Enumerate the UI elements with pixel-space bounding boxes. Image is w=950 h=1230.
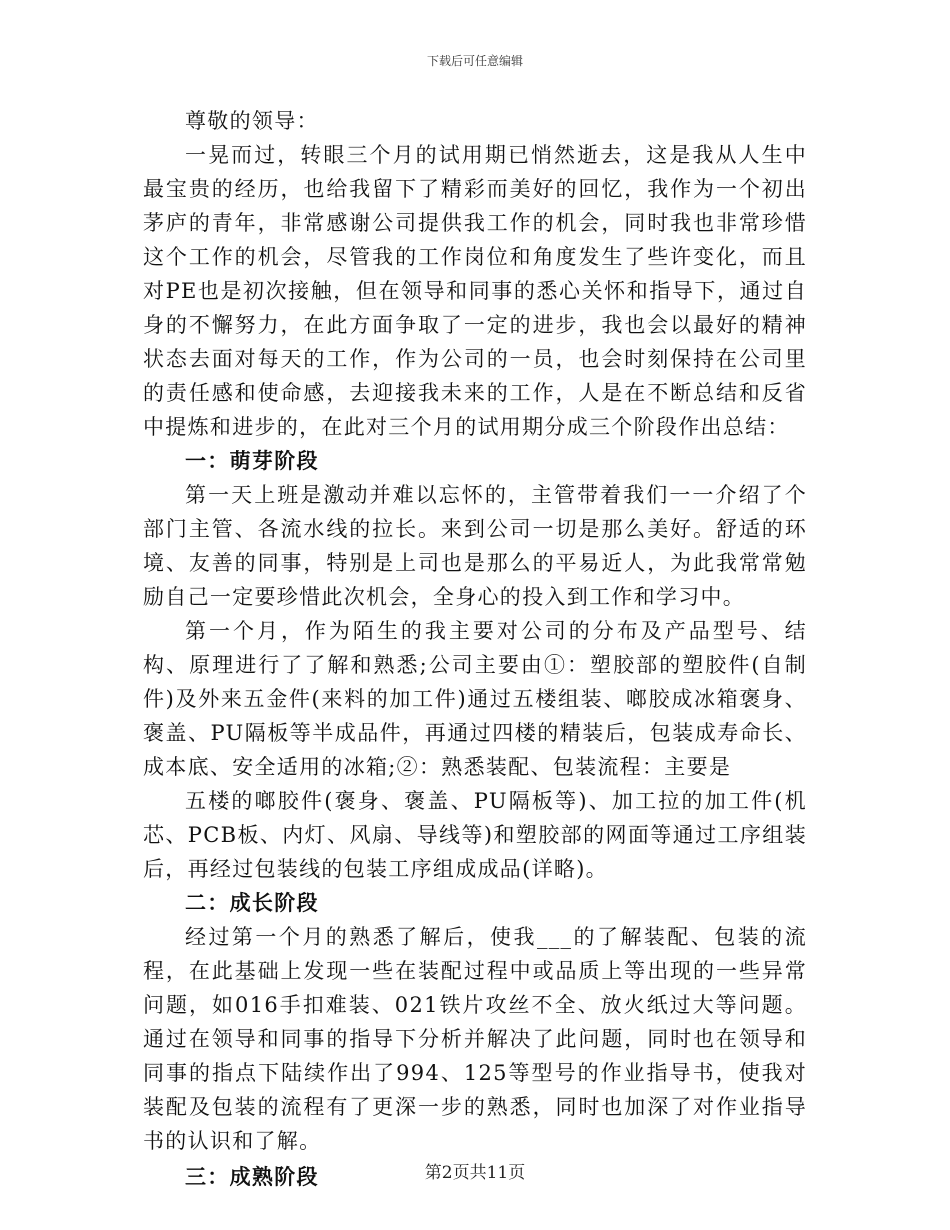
stage1-paragraph-3: 五楼的啷胶件(褒身、褒盖、PU隔板等)、加工拉的加工件(机芯、PCB板、内灯、风扇、导线等)和塑胶部的网面等通过工序组装后，再经过包装线的包装工序组成成品(详略)。 [143, 789, 807, 881]
page-header: 下载后可任意编辑 [426, 54, 523, 68]
stage1-paragraph-2: 第一个月，作为陌生的我主要对公司的分布及产品型号、结构、原理进行了了解和熟悉;公司主要由①：塑胶部的塑胶件(自制件)及外来五金件(来料的加工件)通过五楼组装、啷胶成冰箱褒身、褒盖、PU隔板等半成品件，再通过四楼的精装后，包装成寿命长、成本底、安全适用的冰箱;②：熟悉装配、包装流程：主要是 [143, 619, 807, 779]
stage1-paragraph-1: 第一天上班是激动并难以忘怀的，主管带着我们一一介绍了个部门主管、各流水线的拉长。来到公司一切是那么美好。舒适的环境、友善的同事，特别是上司也是那么的平易近人，为此我常常勉励自己一定要珍惜此次机会，全身心的投入到工作和学习中。 [143, 483, 807, 609]
document-body [143, 104, 807, 1194]
heading-stage-1: 一：萌芽阶段 [185, 448, 319, 473]
stage2-paragraph-1: 经过第一个月的熟悉了解后，使我___的了解装配、包装的流程，在此基础上发现一些在装配过程中或品质上等出现的一些异常问题，如016手扣难装、021铁片攻丝不全、放火纸过大等问题。通过在领导和同事的指导下分析并解决了此问题，同时也在领导和同事的指点下陆续作出了994、125等型号的作业指导书，使我对装配及包装的流程有了更深一步的熟悉，同时也加深了对作业指导书的认识和了解。 [143, 925, 807, 1153]
page-footer: 第2页共11页 [424, 1163, 526, 1183]
heading-stage-3: 三：成熟阶段 [185, 1164, 319, 1189]
salutation: 尊敬的领导： [185, 109, 319, 133]
heading-stage-2: 二：成长阶段 [185, 890, 319, 915]
intro-paragraph: 一晃而过，转眼三个月的试用期已悄然逝去，这是我从人生中最宝贵的经历，也给我留下了精彩而美好的回忆，我作为一个初出茅庐的青年，非常感谢公司提供我工作的机会，同时我也非常珍惜这个工作的机会，尽管我的工作岗位和角度发生了些许变化，而且对PE也是初次接触，但在领导和同事的悉心关怀和指导下，通过自身的不懈努力，在此方面争取了一定的进步，我也会以最好的精神状态去面对每天的工作，作为公司的一员，也会时刻保持在公司里的责任感和使命感，去迎接我未来的工作，人是在不断总结和反省中提炼和进步的，在此对三个月的试用期分成三个阶段作出总结： [143, 143, 807, 439]
